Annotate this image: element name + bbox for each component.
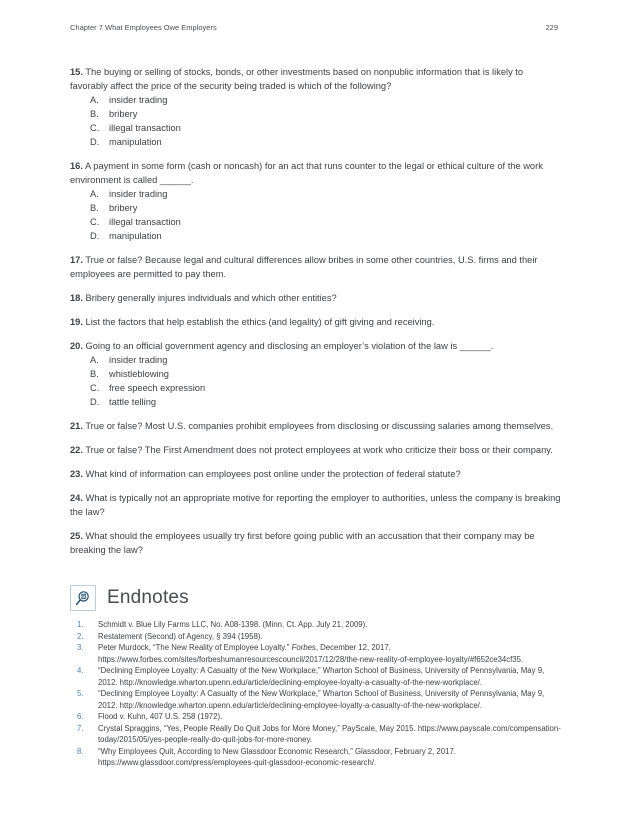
question-body: A payment in some form (cash or noncash) for an act that runs counter to the legal or ethical culture of the work environment is called ______. <box>70 161 543 185</box>
option-letter: D. <box>90 397 100 407</box>
option-text: manipulation <box>109 137 162 147</box>
answer-option <box>90 107 562 121</box>
endnotes-section <box>0 567 630 769</box>
endnote-text <box>98 642 562 665</box>
endnote-text-italic: Forbes <box>291 643 316 652</box>
endnote-item <box>70 665 562 688</box>
endnote-number: 6. <box>77 712 84 721</box>
endnote-number: 7. <box>77 723 84 733</box>
option-text: bribery <box>109 203 138 213</box>
question-text <box>70 159 562 187</box>
question-body: What kind of information can employees post online under the protection of federal statute? <box>82 469 461 479</box>
question-block <box>70 419 562 433</box>
answer-option <box>90 367 562 381</box>
endnote-number: 5. <box>77 689 84 698</box>
question-number: 20. <box>70 341 83 351</box>
endnote-text-part: Flood v. Kuhn, 407 U.S. 258 (1972). <box>98 712 223 721</box>
endnote-number: 2. <box>77 631 84 641</box>
question-number: 23. <box>70 469 83 479</box>
answer-options <box>70 353 562 409</box>
endnote-text <box>98 746 562 769</box>
option-letter: A. <box>90 189 99 199</box>
chapter-title: Chapter 7 What Employees Owe Employers <box>70 23 217 32</box>
endnote-text-part: Crystal Spraggins, “Yes, People Really Do Quit Jobs for More Money,” PayScale, May 2015. https://www.payscale.com/compensation-today/2015/05/yes-people-really-do-quit-jobs-for-more-money. <box>98 723 561 744</box>
option-text: insider trading <box>109 355 168 365</box>
option-letter: B. <box>90 369 99 379</box>
question-number: 22. <box>70 445 83 455</box>
answer-option <box>90 229 562 243</box>
question-number: 18. <box>70 293 83 303</box>
question-text <box>70 253 562 281</box>
endnotes-list <box>70 619 562 769</box>
question-text <box>70 291 562 305</box>
endnote-text-part: Schmidt v. Blue Lily Farms LLC, No. A08-1398. (Minn. Ct. App. July 21, 2009). <box>98 620 368 629</box>
question-text <box>70 65 562 93</box>
option-letter: B. <box>90 109 99 119</box>
answer-option <box>90 135 562 149</box>
option-letter: C. <box>90 217 100 227</box>
question-block <box>70 65 562 149</box>
option-text: illegal transaction <box>109 123 181 133</box>
page-number: 229 <box>545 23 558 32</box>
question-block <box>70 253 562 281</box>
question-body: Bribery generally injures individuals and which other entities? <box>82 293 337 303</box>
endnote-text-part: Peter Murdock, “The New Reality of Employee Loyalty.” <box>98 643 292 652</box>
question-body: True or false? The First Amendment does not protect employees at work who criticize their boss or their company. <box>82 445 553 455</box>
question-number: 15. <box>70 67 83 77</box>
option-letter: D. <box>90 137 100 147</box>
endnote-number: 1. <box>77 620 84 629</box>
endnote-item <box>70 619 562 631</box>
question-text <box>70 467 562 481</box>
option-letter: C. <box>90 123 100 133</box>
question-body: What is typically not an appropriate motive for reporting the employer to authorities, unless the company is breaking the law? <box>70 493 561 517</box>
endnote-item <box>70 688 562 711</box>
endnote-text <box>98 711 562 723</box>
endnote-text <box>98 688 562 711</box>
endnotes-title: Endnotes <box>107 587 189 608</box>
option-text: illegal transaction <box>109 217 181 227</box>
question-body: List the factors that help establish the ethics (and legality) of gift giving and receiving. <box>82 317 435 327</box>
question-block <box>70 443 562 457</box>
option-text: bribery <box>109 109 138 119</box>
option-letter: B. <box>90 203 99 213</box>
option-letter: A. <box>90 355 99 365</box>
option-letter: A. <box>90 95 99 105</box>
answer-option <box>90 187 562 201</box>
question-text <box>70 443 562 457</box>
question-text <box>70 339 562 353</box>
option-text: manipulation <box>109 231 162 241</box>
question-body: The buying or selling of stocks, bonds, or other investments based on nonpublic information that is likely to favorably affect the price of the security being traded is which of the following? <box>70 67 524 91</box>
endnote-text <box>98 665 562 688</box>
answer-option <box>90 93 562 107</box>
questions-section <box>0 32 630 557</box>
endnote-text-part: , December 12, 2017. https://www.forbes.com/sites/forbeshumanresourcescouncil/2017/12/28/the-new-reality-of-employee-loyalty/#f652ce34cf35. <box>98 643 524 664</box>
question-number: 21. <box>70 421 83 431</box>
magnifier-document-icon <box>70 585 96 611</box>
answer-option <box>90 395 562 409</box>
question-block <box>70 159 562 243</box>
option-text: insider trading <box>109 95 168 105</box>
question-block <box>70 491 562 519</box>
question-block <box>70 529 562 557</box>
question-text <box>70 491 562 519</box>
endnote-text <box>98 631 562 643</box>
endnote-item <box>70 746 562 769</box>
endnote-text-part: Restatement (Second) of Agency, § 394 (1958). <box>98 631 263 641</box>
answer-option <box>90 353 562 367</box>
question-text <box>70 315 562 329</box>
answer-option <box>90 381 562 395</box>
endnote-number: 3. <box>77 643 84 652</box>
endnote-item <box>70 642 562 665</box>
option-text: tattle telling <box>109 397 157 407</box>
endnote-number: 4. <box>77 666 84 675</box>
option-text: insider trading <box>109 189 168 199</box>
answer-option <box>90 121 562 135</box>
question-body: What should the employees usually try first before going public with an accusation that their company may be breaking the law? <box>70 531 535 555</box>
question-number: 25. <box>70 531 83 541</box>
endnote-item <box>70 631 562 643</box>
endnote-text <box>98 723 562 746</box>
question-body: True or false? Most U.S. companies prohibit employees from disclosing or discussing salaries among themselves. <box>82 421 554 431</box>
answer-option <box>90 215 562 229</box>
endnote-text-part: “Declining Employee Loyalty: A Casualty of the New Workplace,” Wharton School of Business, University of Pennsylvania, May 9, 2012. http://knowledge.wharton.upenn.edu/article/declining-employee-loyalty-a-casualty-of-the-new-workplace/. <box>98 666 545 687</box>
option-text: whistleblowing <box>109 369 169 379</box>
question-number: 19. <box>70 317 83 327</box>
question-body: True or false? Because legal and cultural differences allow bribes in some other countries, U.S. firms and their employees are permitted to pay them. <box>70 255 538 279</box>
endnote-text-part: “Declining Employee Loyalty: A Casualty of the New Workplace,” Wharton School of Business, University of Pennsylvania, May 9, 2012. http://knowledge.wharton.upenn.edu/article/declining-employee-loyalty-a-casualty-of-the-new-workplace/. <box>98 689 545 710</box>
endnote-item <box>70 711 562 723</box>
question-number: 17. <box>70 255 83 265</box>
endnotes-header <box>70 585 562 611</box>
question-block <box>70 291 562 305</box>
question-number: 24. <box>70 493 83 503</box>
option-letter: C. <box>90 383 100 393</box>
question-text <box>70 529 562 557</box>
question-block <box>70 467 562 481</box>
answer-options <box>70 93 562 149</box>
endnote-item <box>70 723 562 746</box>
endnote-number: 8. <box>77 746 84 756</box>
answer-options <box>70 187 562 243</box>
question-number: 16. <box>70 161 83 171</box>
question-block <box>70 315 562 329</box>
option-text: free speech expression <box>109 383 206 393</box>
answer-option <box>90 201 562 215</box>
endnote-text <box>98 619 562 631</box>
question-text <box>70 419 562 433</box>
option-letter: D. <box>90 231 100 241</box>
endnote-text-part: “Why Employees Quit, According to New Glassdoor Economic Research,” Glassdoor, February 2, 2017. https://www.glassdoor.com/press/employees-quit-glassdoor-economic-research/. <box>98 746 456 767</box>
page-header <box>0 0 630 32</box>
question-body: Going to an official government agency and disclosing an employer’s violation of the law is ______. <box>82 341 494 351</box>
question-block <box>70 339 562 409</box>
